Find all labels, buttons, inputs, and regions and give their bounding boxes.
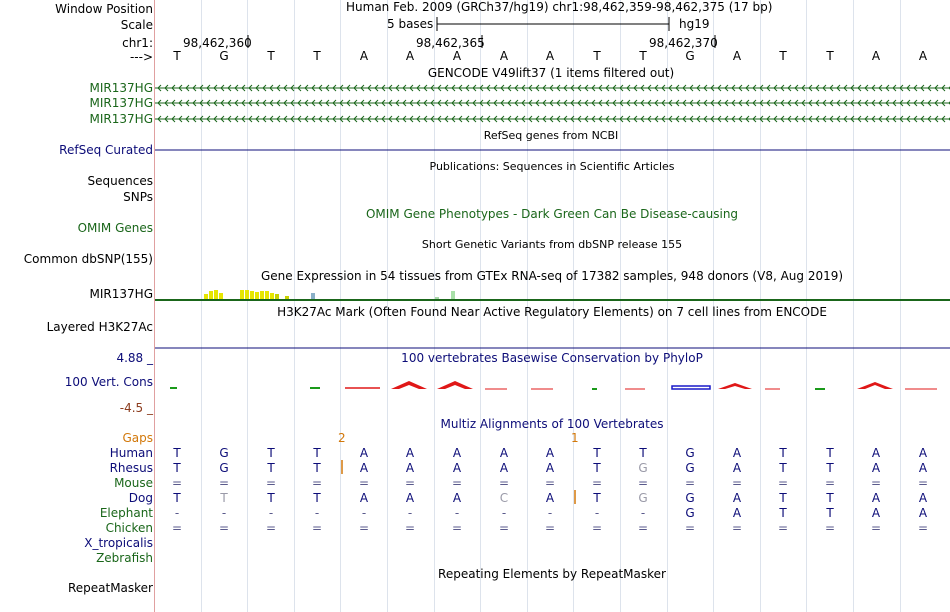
species-label[interactable]: Mouse: [114, 476, 153, 490]
scale-label: Scale: [120, 18, 153, 32]
gencode-track-title[interactable]: GENCODE V49lift37 (1 items filtered out): [427, 66, 675, 80]
scale-text: 5 bases: [387, 17, 434, 31]
alignment-base: =: [265, 476, 277, 490]
base-letter: A: [452, 49, 462, 63]
alignment-base: =: [451, 521, 463, 535]
alignment-base: A: [405, 491, 415, 505]
alignment-base: =: [404, 476, 416, 490]
alignment-base: -: [361, 506, 367, 520]
gencode-label[interactable]: MIR137HG: [89, 81, 153, 95]
strand-label: --->: [129, 50, 153, 64]
alignment-base: T: [267, 446, 275, 460]
base-letter: T: [639, 49, 647, 63]
species-label[interactable]: Rhesus: [109, 461, 153, 475]
alignment-base: =: [917, 476, 929, 490]
alignment-base: A: [918, 506, 928, 520]
alignment-base: -: [501, 506, 507, 520]
ruler-position: 98,462,360: [183, 36, 252, 50]
alignment-base: =: [731, 521, 743, 535]
alignment-base: A: [499, 446, 509, 460]
gap-count: 1: [571, 431, 579, 445]
alignment-base: =: [637, 476, 649, 490]
refseq-track-title[interactable]: RefSeq genes from NCBI: [483, 129, 619, 142]
base-letter: A: [918, 49, 928, 63]
phylop-min-label: -4.5 _: [119, 401, 153, 415]
alignment-base: A: [871, 446, 881, 460]
alignment-base: G: [219, 461, 229, 475]
refseq-label[interactable]: RefSeq Curated: [59, 143, 153, 157]
alignment-base: T: [593, 491, 601, 505]
alignment-base: T: [779, 506, 787, 520]
publications-label[interactable]: Sequences: [87, 174, 153, 188]
alignment-base: G: [685, 461, 695, 475]
base-letter: T: [779, 49, 787, 63]
alignment-base: =: [544, 521, 556, 535]
publications-track-title[interactable]: Publications: Sequences in Scientific Articles: [429, 160, 675, 173]
base-letter: G: [685, 49, 695, 63]
alignment-base: -: [594, 506, 600, 520]
alignment-base: =: [451, 476, 463, 490]
alignment-base: =: [358, 521, 370, 535]
gencode-label[interactable]: MIR137HG: [89, 96, 153, 110]
alignment-base: T: [639, 446, 647, 460]
phylop-label[interactable]: 100 Vert. Cons: [64, 375, 153, 389]
alignment-base: =: [218, 476, 230, 490]
alignment-base: =: [917, 521, 929, 535]
alignment-base: A: [499, 461, 509, 475]
alignment-base: T: [779, 461, 787, 475]
alignment-base: =: [684, 521, 696, 535]
alignment-base: T: [173, 461, 181, 475]
h3k27ac-track-title[interactable]: H3K27Ac Mark (Often Found Near Active Regulatory Elements) on 7 cell lines from ENCODE: [277, 305, 827, 319]
base-letter: A: [499, 49, 509, 63]
alignment-base: -: [547, 506, 553, 520]
alignment-base: =: [498, 521, 510, 535]
publications-label[interactable]: SNPs: [123, 190, 153, 204]
gencode-transcripts[interactable]: [155, 80, 950, 130]
alignment-base: A: [732, 491, 742, 505]
dbsnp-label[interactable]: Common dbSNP(155): [23, 252, 153, 266]
alignment-base: -: [640, 506, 646, 520]
alignment-base: A: [545, 446, 555, 460]
alignment-base: -: [314, 506, 320, 520]
base-letter: T: [313, 49, 321, 63]
alignment-base: T: [826, 446, 834, 460]
ruler-position: 98,462,370: [649, 36, 718, 50]
gtex-label[interactable]: MIR137HG: [89, 287, 153, 301]
alignment-base: =: [404, 521, 416, 535]
omim-track-title[interactable]: OMIM Gene Phenotypes - Dark Green Can Be Disease-causing: [365, 207, 739, 221]
window-position-label: Window Position: [55, 2, 153, 16]
alignment-base: T: [220, 491, 228, 505]
alignment-base: =: [870, 476, 882, 490]
alignment-base: A: [405, 461, 415, 475]
species-label[interactable]: Dog: [128, 491, 153, 505]
alignment-base: =: [171, 521, 183, 535]
alignment-base: T: [779, 446, 787, 460]
phylop-max-label: 4.88 _: [116, 351, 153, 365]
base-letter: A: [732, 49, 742, 63]
alignment-base: =: [311, 476, 323, 490]
alignment-base: =: [171, 476, 183, 490]
repeatmasker-label[interactable]: RepeatMasker: [67, 581, 153, 595]
alignment-base: =: [311, 521, 323, 535]
alignment-base: =: [824, 521, 836, 535]
base-letter: A: [359, 49, 369, 63]
alignment-base: G: [685, 491, 695, 505]
alignment-base: -: [268, 506, 274, 520]
alignment-base: T: [173, 446, 181, 460]
alignment-base: A: [918, 491, 928, 505]
phylop-signal[interactable]: [155, 378, 950, 394]
alignment-base: G: [219, 446, 229, 460]
alignment-base: A: [359, 461, 369, 475]
alignment-base: G: [638, 491, 648, 505]
omim-label[interactable]: OMIM Genes: [77, 221, 153, 235]
chr-label: chr1:: [122, 36, 153, 50]
base-letter: A: [545, 49, 555, 63]
alignment-base: =: [870, 521, 882, 535]
base-letter: A: [405, 49, 415, 63]
alignment-base: =: [218, 521, 230, 535]
alignment-base: =: [265, 521, 277, 535]
alignment-base: =: [824, 476, 836, 490]
alignment-base: -: [454, 506, 460, 520]
alignment-base: T: [313, 446, 321, 460]
base-letter: A: [871, 49, 881, 63]
alignment-base: A: [452, 491, 462, 505]
alignment-base: =: [544, 476, 556, 490]
alignment-base: A: [871, 461, 881, 475]
phylop-track-title[interactable]: 100 vertebrates Basewise Conservation by PhyloP: [401, 351, 703, 365]
species-label[interactable]: X_tropicalis: [84, 536, 153, 550]
base-letter: G: [219, 49, 229, 63]
gap-count: 2: [338, 431, 346, 445]
alignment-base: A: [918, 461, 928, 475]
alignment-base: T: [593, 461, 601, 475]
alignment-base: T: [313, 491, 321, 505]
gencode-label[interactable]: MIR137HG: [89, 112, 153, 126]
base-letter: T: [593, 49, 601, 63]
alignment-base: T: [826, 461, 834, 475]
species-label[interactable]: Human: [109, 446, 153, 460]
multiz-track-title[interactable]: Multiz Alignments of 100 Vertebrates: [440, 417, 664, 431]
alignment-base: =: [591, 476, 603, 490]
alignment-base: T: [593, 446, 601, 460]
alignment-base: T: [779, 491, 787, 505]
alignment-base: T: [826, 491, 834, 505]
position-title[interactable]: Human Feb. 2009 (GRCh37/hg19) chr1:98,462,359-98,462,375 (17 bp): [346, 0, 773, 14]
ruler-position: 98,462,365: [416, 36, 485, 50]
alignment-base: A: [871, 491, 881, 505]
alignment-base: A: [452, 446, 462, 460]
alignment-base: A: [732, 461, 742, 475]
alignment-base: A: [359, 446, 369, 460]
alignment-base: A: [545, 491, 555, 505]
species-label[interactable]: Elephant: [99, 506, 153, 520]
alignment-base: =: [777, 476, 789, 490]
insertion-markers: [0, 460, 950, 505]
alignment-base: A: [732, 506, 742, 520]
h3k27ac-label[interactable]: Layered H3K27Ac: [46, 320, 153, 334]
alignment-base: =: [777, 521, 789, 535]
dbsnp-track-title[interactable]: Short Genetic Variants from dbSNP release 155: [421, 238, 683, 251]
alignment-base: =: [591, 521, 603, 535]
alignment-base: T: [173, 491, 181, 505]
alignment-base: -: [407, 506, 413, 520]
alignment-base: T: [313, 461, 321, 475]
alignment-base: G: [685, 446, 695, 460]
base-letter: T: [267, 49, 275, 63]
gaps-label[interactable]: Gaps: [122, 431, 153, 445]
h3k27ac-baseline[interactable]: [155, 347, 950, 350]
species-label[interactable]: Zebrafish: [96, 551, 153, 565]
alignment-base: C: [499, 491, 509, 505]
base-letter: T: [173, 49, 181, 63]
alignment-base: A: [545, 461, 555, 475]
base-letter: T: [826, 49, 834, 63]
alignment-base: G: [638, 461, 648, 475]
alignment-base: G: [685, 506, 695, 520]
gtex-track-title[interactable]: Gene Expression in 54 tissues from GTEx RNA-seq of 17382 samples, 948 donors (V8, Aug 2019): [260, 269, 844, 283]
alignment-base: A: [405, 446, 415, 460]
alignment-base: A: [918, 446, 928, 460]
alignment-base: =: [637, 521, 649, 535]
alignment-base: =: [498, 476, 510, 490]
repeatmasker-track-title[interactable]: Repeating Elements by RepeatMasker: [438, 567, 666, 581]
alignment-base: T: [267, 491, 275, 505]
alignment-base: =: [684, 476, 696, 490]
alignment-base: A: [732, 446, 742, 460]
alignment-base: =: [358, 476, 370, 490]
alignment-base: A: [452, 461, 462, 475]
assembly-label: hg19: [679, 17, 710, 31]
alignment-base: -: [174, 506, 180, 520]
alignment-base: A: [871, 506, 881, 520]
alignment-base: -: [221, 506, 227, 520]
gtex-expression[interactable]: [155, 285, 950, 305]
refseq-line[interactable]: [155, 149, 950, 152]
species-label[interactable]: Chicken: [105, 521, 153, 535]
alignment-base: =: [731, 476, 743, 490]
alignment-base: T: [267, 461, 275, 475]
alignment-base: A: [359, 491, 369, 505]
alignment-base: T: [826, 506, 834, 520]
